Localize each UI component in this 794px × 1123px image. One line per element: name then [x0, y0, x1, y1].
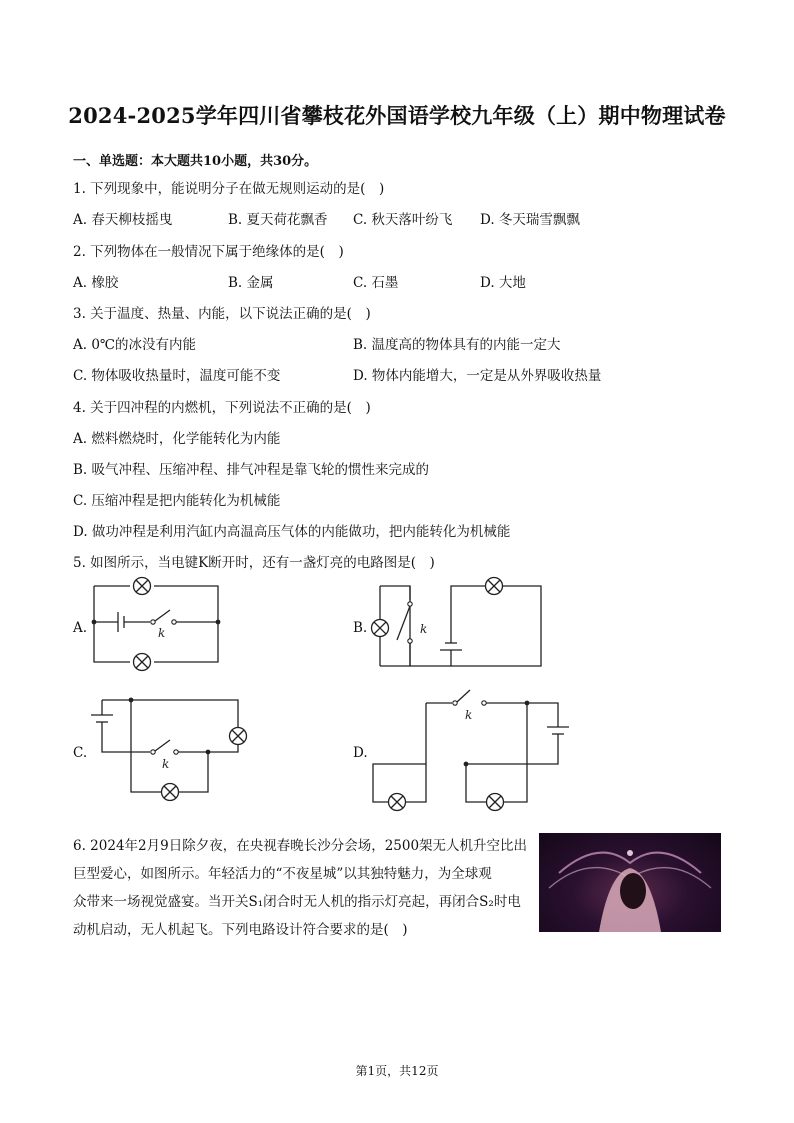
- q5-option-c-label[interactable]: C.: [73, 745, 88, 761]
- q1-option-b[interactable]: B. 夏天荷花飘香: [228, 212, 328, 228]
- q3-option-d[interactable]: D. 物体内能增大，一定是从外界吸收热量: [353, 368, 602, 384]
- switch-label: k: [420, 622, 428, 636]
- q5-option-a-label[interactable]: A.: [73, 620, 88, 636]
- section-heading: 一、单选题：本大题共10小题，共30分。: [73, 154, 318, 169]
- lamp-icon: [389, 794, 406, 811]
- question-6-stem-line-4: 动机启动，无人机起飞。下列电路设计符合要求的是( ): [73, 922, 408, 938]
- question-6-stem-line-3: 众带来一场视觉盛宴。当开关S₁闭合时无人机的指示灯亮起，再闭合S₂时电: [73, 894, 521, 910]
- question-1-stem: 1. 下列现象中，能说明分子在做无规则运动的是( ): [73, 181, 385, 197]
- page-title: 2024-2025学年四川省攀枝花外国语学校九年级（上）期中物理试卷: [68, 103, 726, 128]
- q1-option-d[interactable]: D. 冬天瑞雪飘飘: [480, 212, 580, 228]
- switch-label: k: [162, 757, 170, 771]
- q1-option-a[interactable]: A. 春天柳枝摇曳: [73, 212, 173, 228]
- q3-option-c[interactable]: C. 物体吸收热量时，温度可能不变: [73, 368, 281, 384]
- q2-option-b[interactable]: B. 金属: [228, 275, 274, 291]
- question-5-stem: 5. 如图所示，当电键K断开时，还有一盏灯亮的电路图是( ): [73, 555, 435, 571]
- q2-option-d[interactable]: D. 大地: [480, 275, 526, 291]
- q5-option-b-label[interactable]: B.: [353, 620, 368, 636]
- question-4-stem: 4. 关于四冲程的内燃机，下列说法不正确的是( ): [73, 400, 371, 416]
- q4-option-d[interactable]: D. 做功冲程是利用汽缸内高温高压气体的内能做功，把内能转化为机械能: [73, 524, 511, 540]
- question-6-stem-line-1: 6. 2024年2月9日除夕夜，在央视春晚长沙分会场，2500架无人机升空比出: [73, 838, 528, 854]
- q2-option-a[interactable]: A. 橡胶: [73, 275, 119, 291]
- switch-label: k: [465, 708, 473, 722]
- page-footer: 第1页，共12页: [355, 1064, 439, 1078]
- switch-icon: [457, 690, 470, 702]
- q1-option-c[interactable]: C. 秋天落叶纷飞: [353, 212, 453, 228]
- switch-label: k: [158, 626, 166, 640]
- q4-option-c[interactable]: C. 压缩冲程是把内能转化为机械能: [73, 493, 281, 509]
- question-3-stem: 3. 关于温度、热量、内能，以下说法正确的是( ): [73, 306, 371, 322]
- q5-option-d-label[interactable]: D.: [353, 745, 368, 761]
- question-6-stem-line-2: 巨型爱心，如图所示。年轻活力的“不夜星城”以其独特魅力，为全球观: [73, 866, 492, 882]
- drone-show-photo: [539, 833, 721, 932]
- q3-option-b[interactable]: B. 温度高的物体具有的内能一定大: [353, 337, 561, 353]
- lamp-icon: [487, 794, 504, 811]
- q4-option-b[interactable]: B. 吸气冲程、压缩冲程、排气冲程是靠飞轮的惯性来完成的: [73, 462, 430, 478]
- q2-option-c[interactable]: C. 石墨: [353, 275, 399, 291]
- q3-option-a[interactable]: A. 0℃的冰没有内能: [73, 337, 197, 353]
- question-2-stem: 2. 下列物体在一般情况下属于绝缘体的是( ): [73, 244, 344, 260]
- q4-option-a[interactable]: A. 燃料燃烧时，化学能转化为内能: [73, 431, 281, 447]
